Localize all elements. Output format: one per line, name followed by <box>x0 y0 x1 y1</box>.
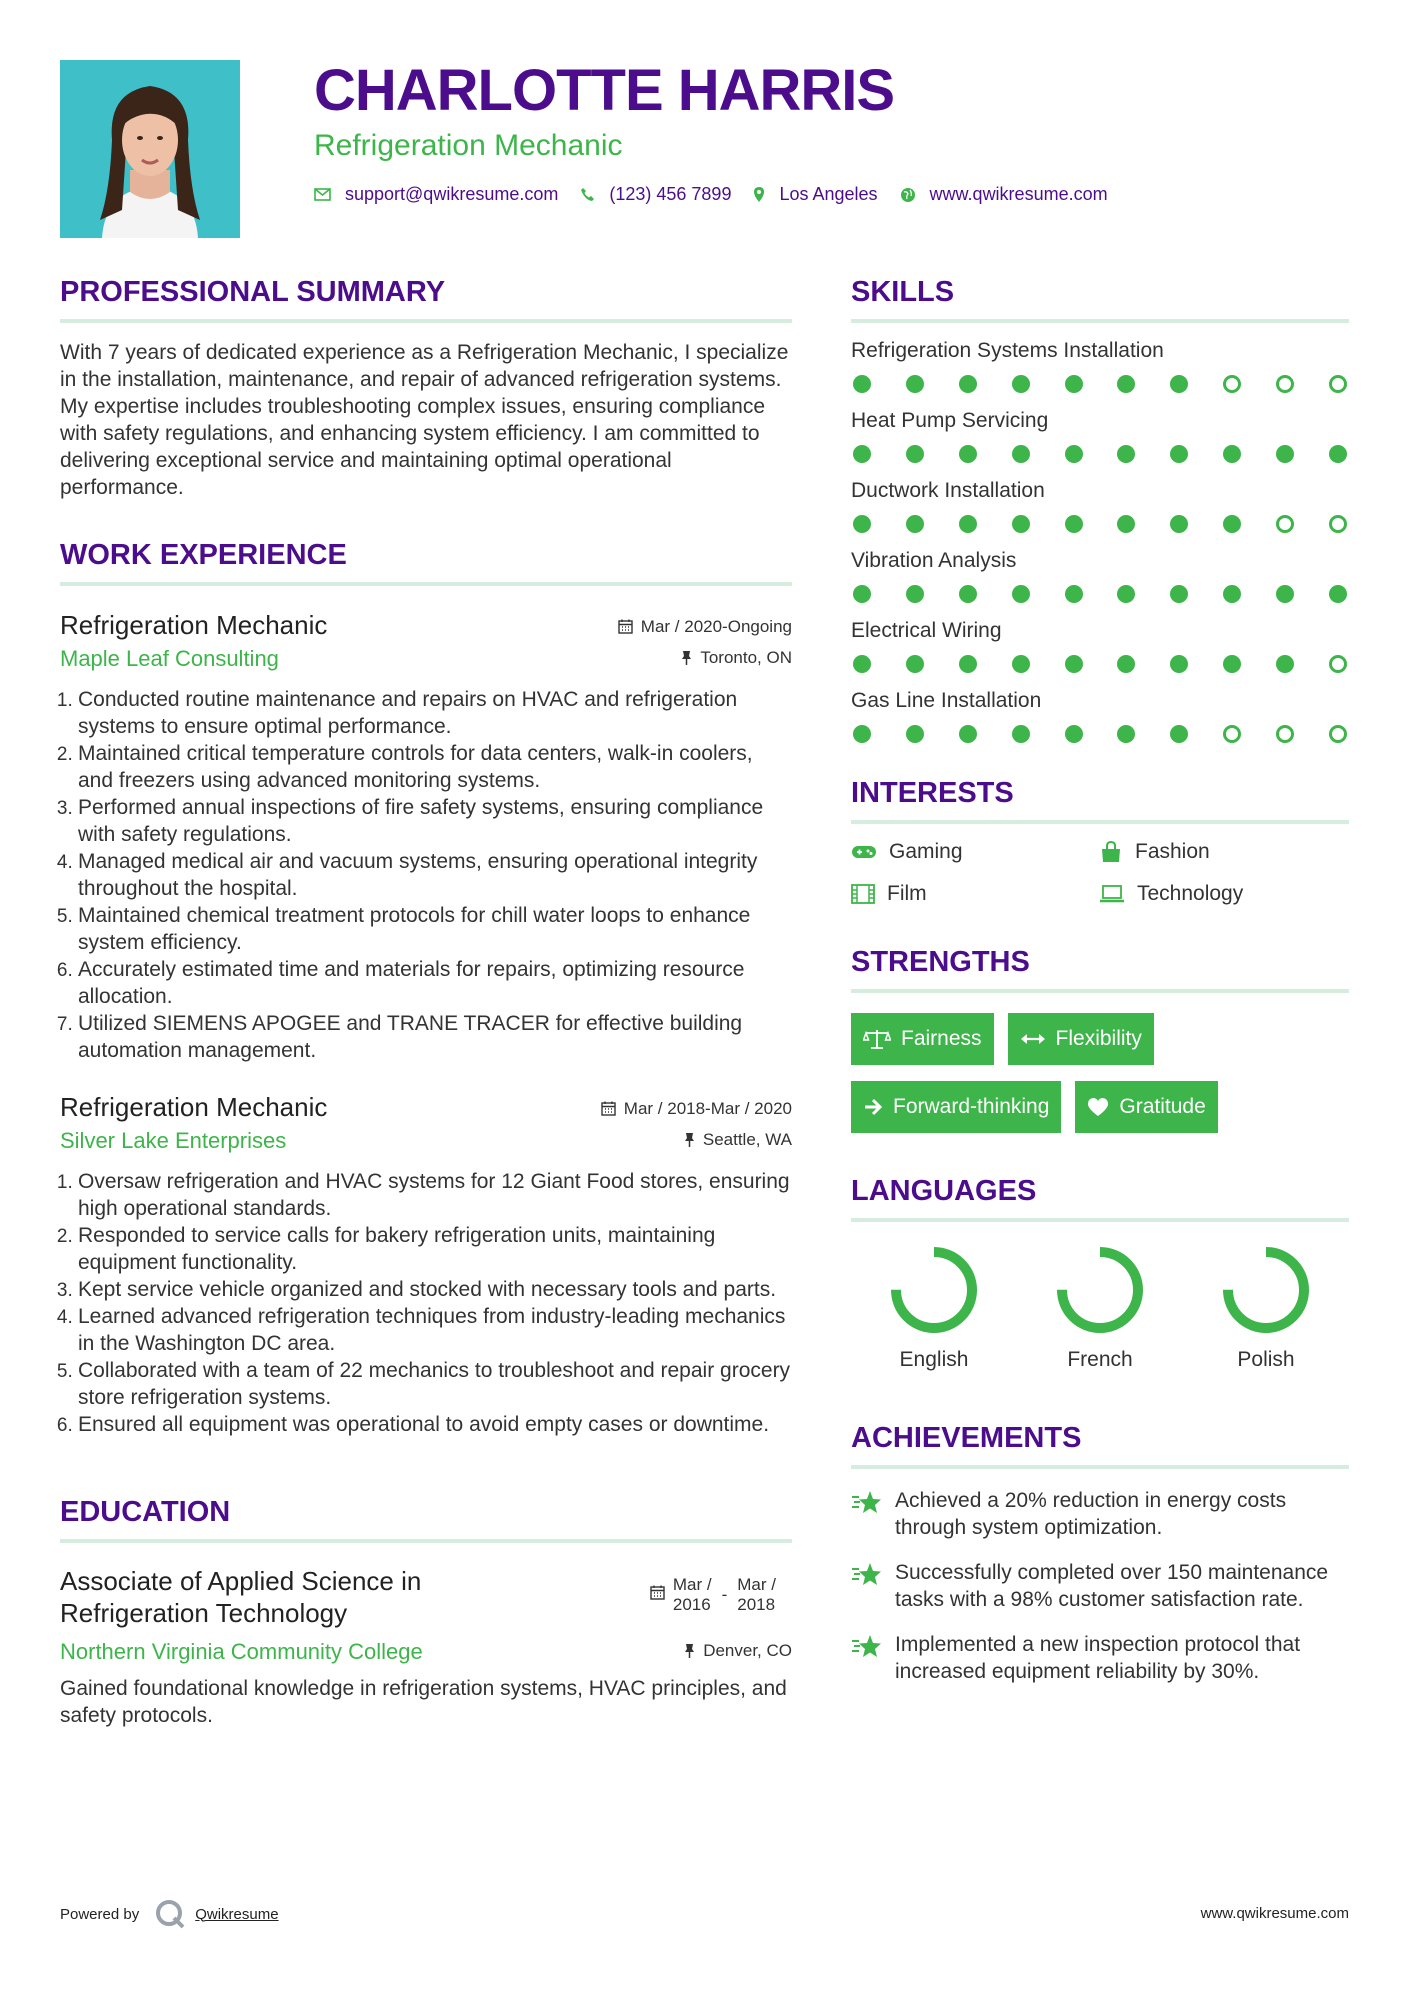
rating-dot-filled <box>853 375 871 393</box>
rating-dot-filled <box>1276 445 1294 463</box>
list-item: 6. Accurately estimated time and materials for repairs, optimizing resource allocation. <box>78 956 792 1010</box>
rating-dot-filled <box>1012 375 1030 393</box>
section-divider <box>60 582 792 586</box>
rating-dot-filled <box>959 655 977 673</box>
rating-dot-empty <box>1223 725 1241 743</box>
rating-dot-filled <box>1170 515 1188 533</box>
skill-name: Electrical Wiring <box>851 619 1002 642</box>
rating-dot-filled <box>1170 445 1188 463</box>
laptop-icon <box>1099 885 1125 903</box>
skill-item <box>851 407 1349 463</box>
star-icon <box>851 1633 883 1661</box>
pushpin-icon <box>681 650 692 666</box>
skill-item <box>851 687 1349 743</box>
rating-dot-filled <box>1065 585 1083 603</box>
list-item: 2. Maintained critical temperature controls for data centers, walk-in coolers, and freezers using advanced monitoring systems. <box>78 740 792 794</box>
interests-section <box>851 773 1349 906</box>
rating-dot-filled <box>959 725 977 743</box>
education-section <box>60 1492 792 1729</box>
company-name: Maple Leaf Consulting <box>60 646 279 671</box>
language-level-ring <box>1220 1244 1312 1336</box>
achievement-item: Successfully completed over 150 maintenance tasks with a 98% customer satisfaction rate. <box>851 1559 1349 1613</box>
list-item: 2. Responded to service calls for bakery refrigeration units, maintaining equipment functionality. <box>78 1222 792 1276</box>
pushpin-icon <box>684 1643 695 1659</box>
rating-dot-filled <box>906 725 924 743</box>
star-icon <box>851 1489 883 1517</box>
achievements-section <box>851 1418 1349 1685</box>
phone-icon <box>580 187 595 202</box>
section-title-languages: LANGUAGES <box>851 1175 1037 1207</box>
achievement-item: Implemented a new inspection protocol that increased equipment reliability by 30%. <box>851 1631 1349 1685</box>
section-title-skills: SKILLS <box>851 276 955 308</box>
gamepad-icon <box>851 844 877 860</box>
language-name: Polish <box>1237 1348 1295 1371</box>
rating-dot-filled <box>1117 585 1135 603</box>
brand-link[interactable]: Qwikresume <box>195 1905 279 1923</box>
job-title: Refrigeration Mechanic <box>60 1092 328 1122</box>
rating-dot-filled <box>1012 725 1030 743</box>
rating-dot-filled <box>1117 515 1135 533</box>
rating-dot-empty <box>1223 375 1241 393</box>
language-level-arc <box>896 1252 972 1328</box>
interest-item: Gaming <box>851 840 1099 864</box>
rating-dot-filled <box>1012 445 1030 463</box>
section-title-education: EDUCATION <box>60 1496 231 1528</box>
footer-website[interactable]: www.qwikresume.com <box>1200 1905 1349 1922</box>
rating-dot-empty <box>1276 375 1294 393</box>
skill-name: Ductwork Installation <box>851 479 1045 502</box>
calendar-icon <box>601 1101 616 1116</box>
contact-phone[interactable]: (123) 456 7899 <box>580 184 731 205</box>
job-dates: Mar / 2020-Ongoing <box>618 617 792 637</box>
rating-dot-filled <box>1065 515 1083 533</box>
language-level-arc <box>1228 1252 1304 1328</box>
rating-dot-filled <box>1012 515 1030 533</box>
strength-badge: Forward-thinking <box>851 1081 1061 1133</box>
section-divider <box>851 1218 1349 1222</box>
education-dates: Mar / 2016 - Mar / 2018 <box>650 1575 776 1629</box>
profile-photo <box>60 60 240 238</box>
pushpin-icon <box>684 1132 695 1148</box>
job-title: Refrigeration Mechanic <box>60 610 328 640</box>
job-location: Toronto, ON <box>681 648 792 668</box>
interest-item: Fashion <box>1099 840 1349 864</box>
candidate-name: CHARLOTTE HARRIS <box>314 58 895 123</box>
rating-dot-filled <box>1012 655 1030 673</box>
rating-dot-empty <box>1329 375 1347 393</box>
skill-item <box>851 617 1349 673</box>
strength-badge: Flexibility <box>1008 1013 1154 1065</box>
company-name: Silver Lake Enterprises <box>60 1128 287 1153</box>
language-item <box>851 1244 1017 1372</box>
job-dates: Mar / 2018-Mar / 2020 <box>601 1099 792 1119</box>
skill-item <box>851 477 1349 533</box>
calendar-icon <box>650 1585 665 1600</box>
section-divider <box>851 820 1349 824</box>
rating-dot-filled <box>1065 375 1083 393</box>
rating-dot-filled <box>1065 445 1083 463</box>
skill-rating <box>851 585 1349 603</box>
list-item: 1. Conducted routine maintenance and repairs on HVAC and refrigeration systems to ensure optimal performance. <box>78 686 792 740</box>
language-item <box>1017 1244 1183 1372</box>
rating-dot-filled <box>1329 585 1347 603</box>
degree-title: Associate of Applied Science in Refrigeration Technology <box>60 1566 422 1628</box>
rating-dot-filled <box>906 585 924 603</box>
duty-list <box>60 686 792 1064</box>
rating-dot-filled <box>1117 725 1135 743</box>
rating-dot-filled <box>906 515 924 533</box>
contact-email[interactable]: support@qwikresume.com <box>314 184 558 205</box>
contact-website[interactable]: www.qwikresume.com <box>900 184 1108 205</box>
skill-item <box>851 547 1349 603</box>
rating-dot-filled <box>1012 585 1030 603</box>
star-icon <box>851 1561 883 1589</box>
skill-rating <box>851 515 1349 533</box>
education-description: Gained foundational knowledge in refrigeration systems, HVAC principles, and safety protocols. <box>60 1677 787 1727</box>
globe-icon <box>900 187 916 203</box>
envelope-icon <box>314 188 331 201</box>
heart-icon <box>1087 1097 1109 1117</box>
rating-dot-filled <box>1065 655 1083 673</box>
rating-dot-filled <box>1276 655 1294 673</box>
section-title-achievements: ACHIEVEMENTS <box>851 1422 1082 1454</box>
rating-dot-filled <box>1223 655 1241 673</box>
language-name: French <box>1067 1348 1133 1371</box>
rating-dot-filled <box>906 375 924 393</box>
rating-dot-filled <box>906 445 924 463</box>
rating-dot-filled <box>959 515 977 533</box>
arrow-right-icon <box>863 1098 883 1116</box>
skill-rating <box>851 655 1349 673</box>
section-divider <box>60 1539 792 1543</box>
job-location: Seattle, WA <box>684 1130 792 1150</box>
section-divider <box>851 319 1349 323</box>
languages-section <box>851 1171 1349 1372</box>
rating-dot-filled <box>1170 375 1188 393</box>
header <box>314 56 1374 205</box>
rating-dot-filled <box>959 375 977 393</box>
rating-dot-filled <box>853 585 871 603</box>
duty-list <box>60 1168 792 1438</box>
skill-name: Gas Line Installation <box>851 689 1042 712</box>
rating-dot-filled <box>1223 445 1241 463</box>
contact-bar <box>314 184 1374 205</box>
skills-section <box>851 272 1349 743</box>
rating-dot-filled <box>1276 585 1294 603</box>
rating-dot-filled <box>1117 655 1135 673</box>
interest-item: Film <box>851 882 1099 906</box>
list-item: 4. Managed medical air and vacuum systems, ensuring operational integrity throughout the hospital. <box>78 848 792 902</box>
skill-rating <box>851 375 1349 393</box>
list-item: 1. Oversaw refrigeration and HVAC systems for 12 Giant Food stores, ensuring high operational standards. <box>78 1168 792 1222</box>
footer-powered-by: Powered by Qwikresume <box>60 1897 279 1931</box>
rating-dot-filled <box>1223 515 1241 533</box>
arrows-horizontal-icon <box>1020 1032 1046 1046</box>
school-location: Denver, CO <box>684 1641 792 1661</box>
rating-dot-filled <box>853 445 871 463</box>
shopping-bag-icon <box>1099 841 1123 863</box>
skill-name: Heat Pump Servicing <box>851 409 1049 432</box>
map-pin-icon <box>753 186 765 203</box>
experience-section <box>60 535 792 1438</box>
rating-dot-empty <box>1276 515 1294 533</box>
strength-badge: Fairness <box>851 1013 994 1065</box>
rating-dot-filled <box>906 655 924 673</box>
language-level-ring <box>888 1244 980 1336</box>
rating-dot-filled <box>1170 585 1188 603</box>
list-item: 5. Collaborated with a team of 22 mechanics to troubleshoot and repair grocery store refrigeration systems. <box>78 1357 792 1411</box>
rating-dot-empty <box>1329 515 1347 533</box>
skill-rating <box>851 725 1349 743</box>
rating-dot-filled <box>959 445 977 463</box>
language-level-ring <box>1054 1244 1146 1336</box>
skill-rating <box>851 445 1349 463</box>
right-column <box>851 272 1349 1685</box>
section-title-experience: WORK EXPERIENCE <box>60 539 347 571</box>
language-item <box>1183 1244 1349 1372</box>
interest-item: Technology <box>1099 882 1349 906</box>
strength-badge: Gratitude <box>1075 1081 1217 1133</box>
summary-text: With 7 years of dedicated experience as a Refrigeration Mechanic, I specialize in the installation, maintenance, and repair of advanced refrigeration systems. My expertise includes troubleshooting complex issues, ensuring compliance with safety regulations, and enhancing system efficiency. I am committed to delivering exceptional service and maintaining optimal operational performance. <box>60 341 789 499</box>
rating-dot-filled <box>1329 445 1347 463</box>
section-divider <box>851 989 1349 993</box>
list-item: 5. Maintained chemical treatment protocols for chill water loops to enhance system efficiency. <box>78 902 792 956</box>
list-item: 4. Learned advanced refrigeration techniques from industry-leading mechanics in the Washington DC area. <box>78 1303 792 1357</box>
calendar-icon <box>618 619 633 634</box>
left-column <box>60 272 792 1729</box>
skill-name: Refrigeration Systems Installation <box>851 339 1164 362</box>
job-entry <box>60 608 792 1064</box>
school-name: Northern Virginia Community College <box>60 1639 423 1664</box>
language-name: English <box>899 1348 969 1371</box>
rating-dot-filled <box>1170 725 1188 743</box>
contact-location: Los Angeles <box>753 184 877 205</box>
job-entry <box>60 1090 792 1438</box>
rating-dot-filled <box>853 655 871 673</box>
list-item: 7. Utilized SIEMENS APOGEE and TRANE TRACER for effective building automation management. <box>78 1010 792 1064</box>
strengths-section <box>851 942 1349 1133</box>
language-level-arc <box>1062 1252 1138 1328</box>
skill-name: Vibration Analysis <box>851 549 1017 572</box>
achievement-item: Achieved a 20% reduction in energy costs through system optimization. <box>851 1487 1349 1541</box>
section-title-interests: INTERESTS <box>851 777 1014 809</box>
rating-dot-empty <box>1276 725 1294 743</box>
summary-section <box>60 272 792 501</box>
skill-item <box>851 337 1349 393</box>
section-divider <box>851 1465 1349 1469</box>
rating-dot-filled <box>853 515 871 533</box>
rating-dot-filled <box>853 725 871 743</box>
candidate-role: Refrigeration Mechanic <box>314 129 623 162</box>
section-title-strengths: STRENGTHS <box>851 946 1030 978</box>
section-divider <box>60 319 792 323</box>
list-item: 6. Ensured all equipment was operational to avoid empty cases or downtime. <box>78 1411 792 1438</box>
rating-dot-filled <box>1223 585 1241 603</box>
list-item: 3. Kept service vehicle organized and stocked with necessary tools and parts. <box>78 1276 792 1303</box>
rating-dot-filled <box>1117 375 1135 393</box>
list-item: 3. Performed annual inspections of fire safety systems, ensuring compliance with safety regulations. <box>78 794 792 848</box>
rating-dot-empty <box>1329 725 1347 743</box>
rating-dot-empty <box>1329 655 1347 673</box>
rating-dot-filled <box>1170 655 1188 673</box>
rating-dot-filled <box>1117 445 1135 463</box>
section-title-summary: PROFESSIONAL SUMMARY <box>60 276 446 308</box>
qwikresume-logo-icon <box>153 1897 187 1931</box>
rating-dot-filled <box>1065 725 1083 743</box>
rating-dot-filled <box>959 585 977 603</box>
film-icon <box>851 884 875 904</box>
scale-icon <box>863 1028 891 1050</box>
